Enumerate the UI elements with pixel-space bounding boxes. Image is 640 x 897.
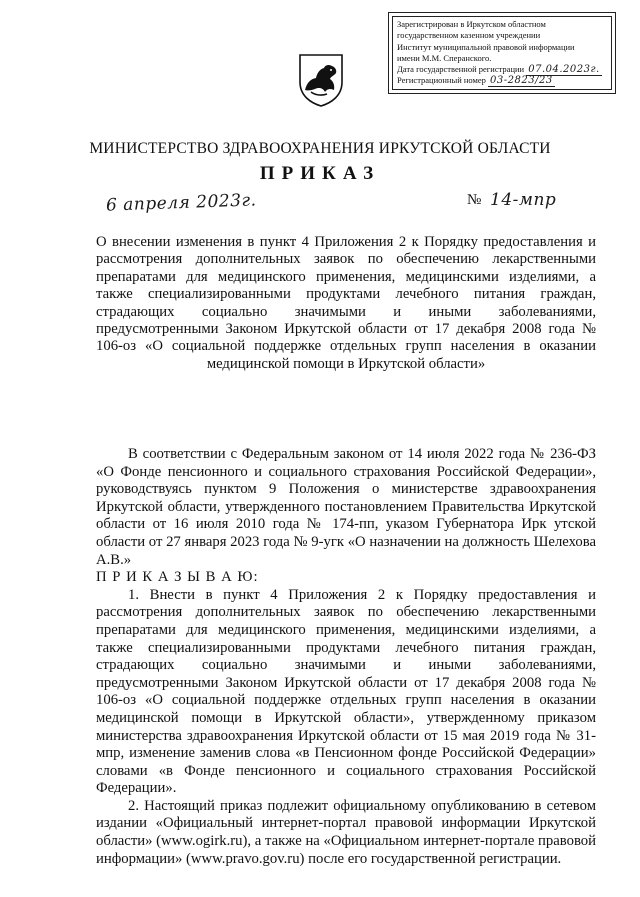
- preamble-paragraph: В соответствии с Федеральным законом от 14 июля 2022 года № 236-ФЗ «О Фонде пенсионного и социального страхования Российской Федерации», руководствуясь пунктом 9 Положения о министерстве здравоохранения Иркутской области, утвержденного постановлением Правительства Иркутской области от 16 июля 2010 года № 174-пп, указом Губернатора Ирк утской области от 27 января 2023 года № 9-угк «О назначении на должность Шелехова А.В.»: [96, 446, 596, 568]
- stamp-date-value: 07.04.2023г.: [528, 64, 600, 76]
- stamp-number-value: 03-2823/23: [490, 75, 553, 87]
- ministry-name: МИНИСТЕРСТВО ЗДРАВООХРАНЕНИЯ ИРКУТСКОЙ ОБЛАСТИ: [89, 140, 551, 157]
- registration-stamp: [388, 12, 616, 94]
- stamp-line: Зарегистрирован в Иркутском областном: [397, 19, 546, 29]
- stamp-line: государственном казенном учреждении: [397, 30, 541, 41]
- stamp-line: Институт муниципальной правовой информации: [397, 41, 575, 52]
- stamp-number-row: [397, 75, 607, 86]
- clause-1: 1. Внести в пункт 4 Приложения 2 к Порядку предоставления и рассмотрения дополнительных заявок по обеспечению лекарственными препаратами для медицинского применения, медицинскими изделиями, а также специализированными продуктами лечебного питания граждан, страдающих социально значимыми и иными заболеваниями, предусмотренными Законом Иркутской области от 17 декабря 2008 года № 106-оз «О социальной поддержке отдельных групп населения в оказании медицинской помощи в Иркутской области», утвержденному приказом министерства здравоохранения Иркутской области от 15 мая 2019 года № 31-мпр, изменение заменив слова «в Пенсионном фонде Российской Федерации» словами «в Фонде пенсионного и социального страхования Российской Федерации».: [96, 586, 596, 797]
- coat-of-arms-icon: [297, 52, 345, 108]
- order-number-label: №: [467, 192, 482, 208]
- coat-of-arms-emblem: [297, 52, 345, 108]
- registration-stamp-inner: [392, 16, 612, 90]
- stamp-number-label: Регистрационный номер: [397, 75, 486, 86]
- clause-2: 2. Настоящий приказ подлежит официальному опубликованию в сетевом издании «Официальный интернет-портал правовой информации Иркутской области» (www.ogirk.ru), а также на «Официальном интернет-портале правовой информации» (www.pravo.gov.ru) после его государственной регистрации.: [96, 797, 596, 867]
- order-number: 14-мпр: [490, 190, 557, 210]
- order-subject: О внесении изменения в пункт 4 Приложения 2 к Порядку предоставления и рассмотрения дополнительных заявок по обеспечению лекарственными препаратами для медицинского применения, медицинскими изделиями, а также специализированными продуктами лечебного питания граждан, страдающих социально значимыми и иными заболеваниями, предусмотренными Законом Иркутской области от 17 декабря 2008 года № 106-оз «О социальной поддержке отдельных групп населения в оказании медицинской помощи в Иркутской области»: [96, 234, 596, 372]
- order-word: П Р И К А З Ы В А Ю:: [96, 569, 259, 586]
- stamp-line: имени М.М. Сперанского.: [397, 52, 492, 63]
- stamp-date-label: Дата государственной регистрации: [397, 64, 525, 75]
- document-type: ПРИКАЗ: [259, 163, 381, 184]
- stamp-date-row: [397, 64, 607, 75]
- order-body: [96, 446, 596, 868]
- order-date: 6 апреля 2023г.: [105, 190, 257, 216]
